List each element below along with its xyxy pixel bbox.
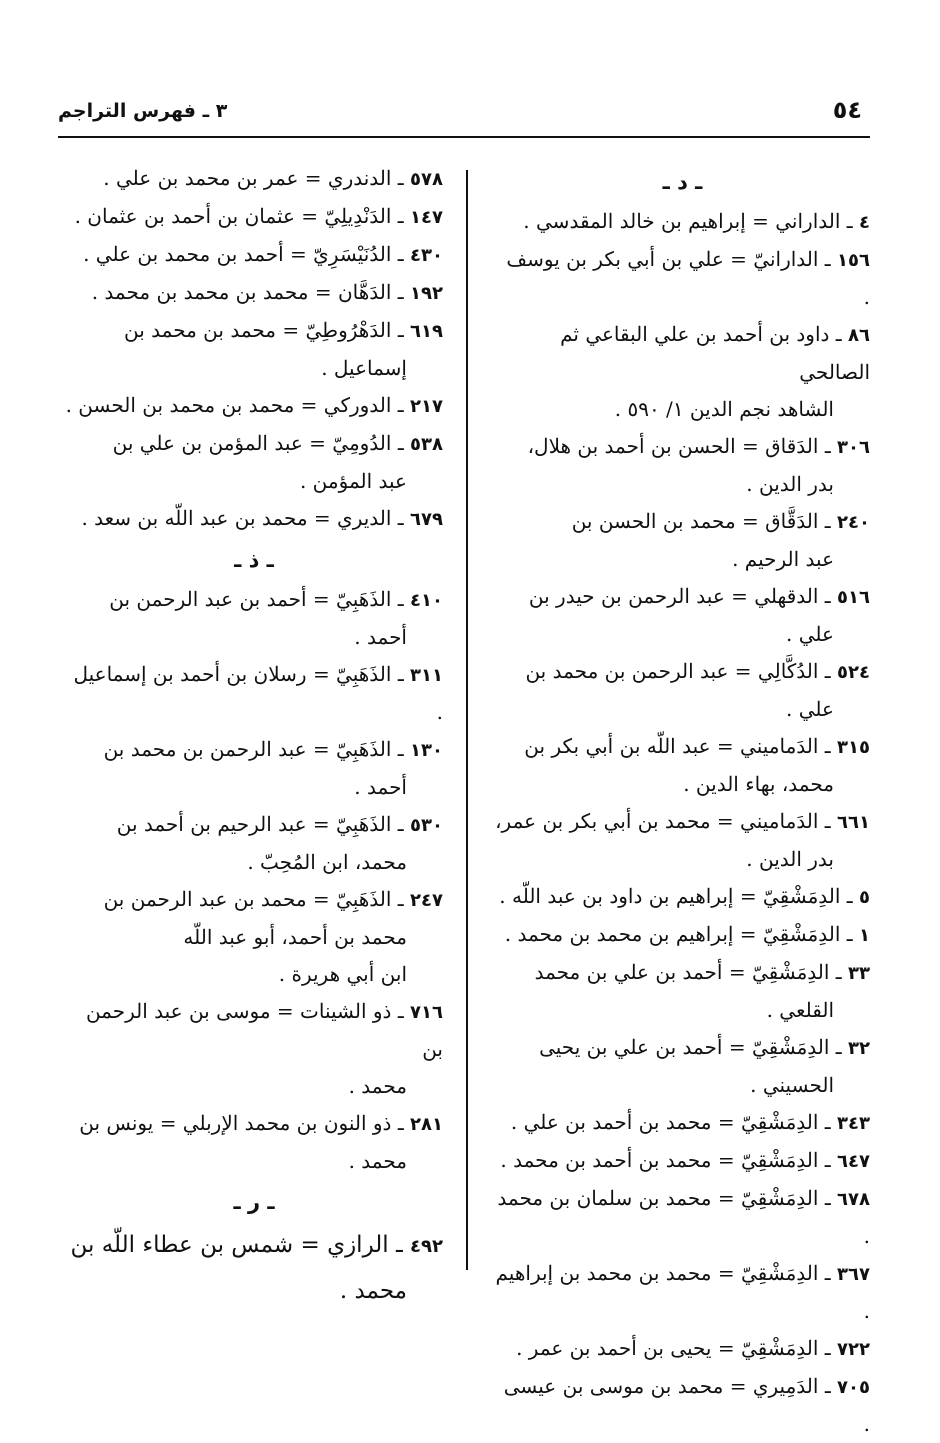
entry-text: ـ الدِمَشْقِيّ = إبراهيم بن محمد بن محمد . [504,922,859,946]
entry-text: ـ الدُنَيْسَرِيّ = أحمد بن محمد بن علي . [83,242,411,266]
entry-text: ـ الدَهْرُوطِيّ = محمد بن محمد بن [123,318,411,342]
entry-continuation: عبد الرحيم . [732,547,834,571]
entry-number: ٥٧٨ [410,169,443,190]
entry-number: ٥١٦ [837,587,870,608]
index-entry [65,806,443,881]
entry-number: ٨٦ [848,325,870,346]
index-entry [495,578,870,653]
letter-heading: ـ ر ـ [233,1190,275,1214]
entry-number: ٥ [859,887,870,908]
entry-continuation: الشاهد نجم الدين ١/ ٥٩٠ . [614,397,834,421]
index-entry [495,241,870,316]
entry-number: ٧٢٢ [837,1339,870,1360]
entry-text: ـ الدوركي = محمد بن محمد بن الحسن . [65,393,411,417]
index-entry [495,1104,870,1142]
entry-text: ـ الدِمَشْقِيّ = أحمد بن علي بن محمد [534,960,849,984]
index-entry [65,881,443,993]
entry-text: ـ الدِمَشْقِيّ = محمد بن أحمد بن محمد . [500,1148,838,1172]
entry-text: ـ الذَهَبِيّ = رسلان بن أحمد بن إسماعيل . [73,662,443,724]
entry-continuation: محمد، بهاء الدين . [683,772,834,796]
index-entry [495,503,870,578]
page-number: ٥٤ [832,96,862,124]
index-entry [495,878,870,916]
entry-continuation: محمد بن أحمد، أبو عبد اللّه [183,925,407,949]
entry-number: ٤٩٢ [410,1236,443,1257]
index-entry [65,274,443,312]
letter-heading: ـ د ـ [662,170,703,194]
entry-text: ـ الدِمَشْقِيّ = يحيى بن أحمد بن عمر . [516,1336,838,1360]
entry-text: ـ الدَهَّان = محمد بن محمد بن محمد . [91,280,411,304]
entry-text: ـ الدارانيّ = علي بن أبي بكر بن يوسف . [506,247,870,309]
entry-text: ـ الدِمَشْقِيّ = محمد بن محمد بن إبراهيم . [495,1261,870,1323]
index-entry [65,312,443,387]
entry-text: ـ الدُكَّالِي = عبد الرحمن بن محمد بن [525,659,838,683]
entry-number: ٧١٦ [410,1002,443,1023]
entry-number: ٣٠٦ [837,437,870,458]
entry-continuation: علي . [786,697,834,721]
entry-number: ٤١٠ [410,590,443,611]
entry-text: ـ داود بن أحمد بن علي البقاعي ثم الصالحي [560,322,870,384]
entry-number: ١٣٠ [410,740,443,761]
entry-text: ـ الدَقَّاق = محمد بن الحسن بن [571,509,838,533]
entry-number: ٣٢ [848,1038,870,1059]
entry-continuation: الحسيني . [750,1073,834,1097]
entry-text: ـ الذَهَبِيّ = عبد الرحيم بن أحمد بن [116,812,411,836]
entry-number: ٢١٧ [410,396,443,417]
entry-number: ٥٣٠ [410,815,443,836]
entry-number: ٢٨١ [410,1114,443,1135]
index-entry [495,203,870,241]
index-entry [65,581,443,656]
entry-number: ١٩٢ [410,283,443,304]
entry-text: ـ الدقهلي = عبد الرحمن بن حيدر بن [528,584,838,608]
index-entry [65,1105,443,1180]
right-column [495,160,870,1443]
entry-text: ـ الدَماميني = عبد اللّه بن أبي بكر بن [524,734,838,758]
entry-text: ـ ذو النون بن محمد الإربلي = يونس بن [79,1111,411,1135]
index-entry [495,954,870,1029]
entry-text: ـ الذَهَبِيّ = عبد الرحمن بن محمد بن [103,737,411,761]
entry-number: ٥٢٤ [837,662,870,683]
entry-number: ٦٧٨ [837,1189,870,1210]
page-header [58,92,870,138]
entry-continuation: إسماعيل . [321,356,407,380]
entry-number: ١ [859,925,870,946]
entry-continuation: القلعي . [766,998,834,1022]
entry-number: ١٥٦ [837,250,870,271]
index-entry [495,1029,870,1104]
entry-number: ٦٤٧ [837,1151,870,1172]
index-entry [65,1223,443,1313]
entry-number: ٣٣ [848,963,870,984]
index-entry [495,1368,870,1443]
entry-continuation: ابن أبي هريرة . [278,962,407,986]
index-entry [495,728,870,803]
entry-continuation: محمد، ابن المُحِبّ . [247,850,407,874]
entry-continuation: أحمد . [354,625,407,649]
index-entry [495,316,870,428]
entry-continuation: أحمد . [354,775,407,799]
section-title: ٣ ـ فهرس التراجم [58,100,228,122]
entry-number: ٦١٩ [410,321,443,342]
entry-number: ٥٣٨ [410,434,443,455]
entry-text: ـ الدِمَشْقِيّ = أحمد بن علي بن يحيى [539,1035,849,1059]
entry-number: ٤٣٠ [410,245,443,266]
entry-number: ٦٦١ [837,812,870,833]
entry-continuation: عبد المؤمن . [299,469,407,493]
entry-text: ـ الدِمَشْقِيّ = إبراهيم بن داود بن عبد اللّه . [499,884,859,908]
entry-text: ـ الدِمَشْقِيّ = محمد بن أحمد بن علي . [510,1110,838,1134]
entry-text: ـ الدَمِيري = محمد بن موسى بن عيسى . [503,1374,870,1436]
entry-text: ـ الدندري = عمر بن محمد بن علي . [103,166,411,190]
entry-text: ـ الذَهَبِيّ = أحمد بن عبد الرحمن بن [109,587,411,611]
entry-number: ٣٤٣ [837,1113,870,1134]
entry-number: ١٤٧ [410,207,443,228]
entry-text: ـ ذو الشينات = موسى بن عبد الرحمن بن [85,999,443,1061]
entry-continuation: بدر الدين . [746,847,834,871]
entry-number: ٦٧٩ [410,509,443,530]
index-entry [65,500,443,538]
entry-continuation: بدر الدين . [746,472,834,496]
index-entry [495,803,870,878]
entry-text: ـ الذَهَبِيّ = محمد بن عبد الرحمن بن [103,887,411,911]
entry-text: ـ الدَماميني = محمد بن أبي بكر بن عمر، [495,809,838,833]
index-entry [495,428,870,503]
entry-text: ـ الدَقاق = الحسن بن أحمد بن هلال، [527,434,838,458]
entry-number: ٧٠٥ [837,1377,870,1398]
entry-text: ـ الديري = محمد بن عبد اللّه بن سعد . [81,506,411,530]
entry-text: ـ الداراني = إبراهيم بن خالد المقدسي . [523,209,859,233]
entry-number: ٢٤٧ [410,890,443,911]
index-entry [65,993,443,1105]
entry-text: ـ الرازي = شمس بن عطاء اللّه بن [70,1232,411,1258]
index-entry [495,1142,870,1180]
index-entry [495,1180,870,1255]
entry-number: ٣١٥ [837,737,870,758]
left-column [65,160,443,1313]
entry-continuation: محمد . [339,1278,407,1304]
entry-number: ٤ [859,212,870,233]
index-entry [65,731,443,806]
entry-text: ـ الدَنْدِيلِيّ = عثمان بن أحمد بن عثمان . [74,204,411,228]
index-entry [65,387,443,425]
index-entry [495,1255,870,1330]
entry-text: ـ الدِمَشْقِيّ = محمد بن سلمان بن محمد . [497,1186,870,1248]
index-entry [65,160,443,198]
index-entry [495,1330,870,1368]
index-entry [65,198,443,236]
letter-heading: ـ ذ ـ [234,548,274,572]
index-entry [65,425,443,500]
column-divider [466,170,468,1270]
index-entry [65,236,443,274]
entry-number: ٣٦٧ [837,1264,870,1285]
index-entry [495,653,870,728]
entry-continuation: محمد . [348,1149,407,1173]
entry-number: ٣١١ [410,665,443,686]
index-entry [65,656,443,731]
index-entry [495,916,870,954]
entry-continuation: علي . [786,622,834,646]
entry-number: ٢٤٠ [837,512,870,533]
entry-continuation: محمد . [348,1074,407,1098]
entry-text: ـ الدُومِيّ = عبد المؤمن بن علي بن [112,431,411,455]
